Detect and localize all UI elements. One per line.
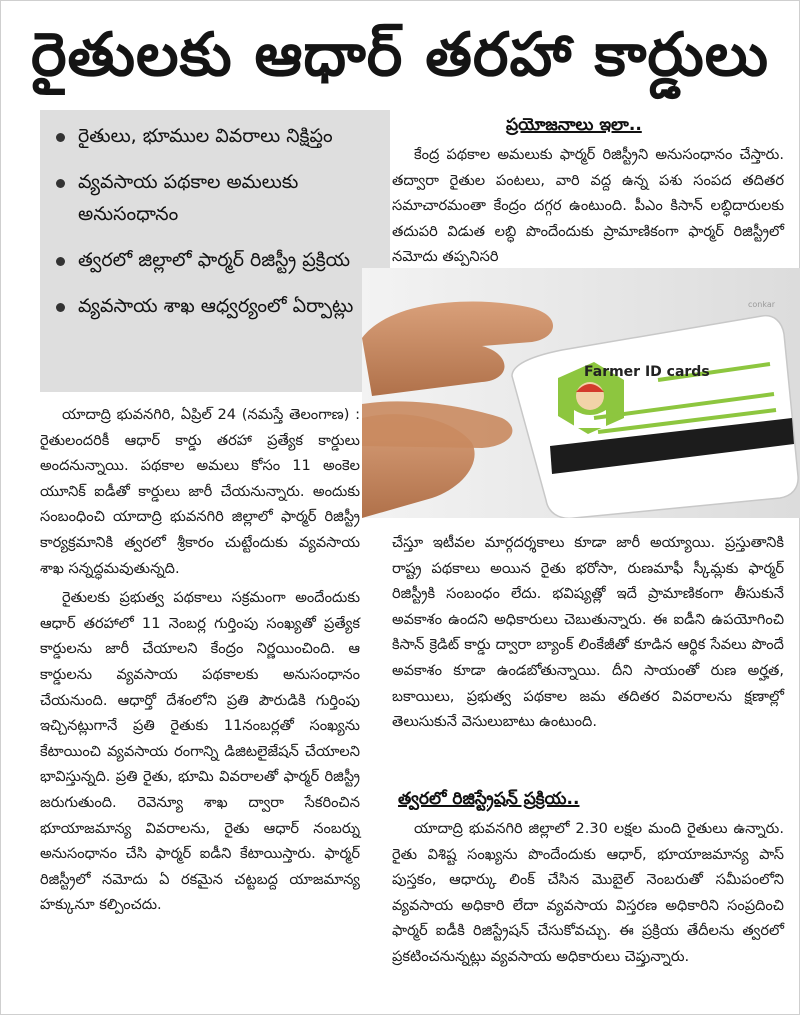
left-column: [40, 402, 360, 922]
right-column-end: [392, 816, 784, 974]
bullet-dot-icon: [56, 257, 65, 266]
photo-credit: conkar: [748, 300, 776, 309]
right-column-top: [392, 142, 784, 274]
highlight-item: [52, 166, 378, 230]
highlight-text: వ్యవసాయ పథకాల అమలుకు అనుసంధానం: [78, 171, 299, 225]
article-paragraph: యాదాద్రి భువనగిరి జిల్లాలో 2.30 లక్షల మంది రైతులు ఉన్నారు. రైతు విశిష్ట సంఖ్యను పొందేందుకు ఆధార్, భూయాజమాన్య పాస్ పుస్తకం, ఆధార్కు లింక్ చేసిన మొబైల్ నెంబరుతో సమీపంలోని వ్యవసాయ అధికారి లేదా వ్యవసాయ విస్తరణ అధికారిని సంప్రదించి ఫార్మర్ ఐడీకి రిజిస్ట్రేషన్ చేసుకోవచ్చు. ఈ ప్రక్రియ తేదీలను త్వరలో ప్రకటించనున్నట్లు వ్యవసాయ అధికారులు చెప్తున్నారు.: [392, 820, 784, 965]
highlight-item: [52, 290, 378, 322]
highlight-text: త్వరలో జిల్లాలో ఫార్మర్ రిజిస్ట్రీ ప్రక్రియ: [78, 249, 351, 271]
highlight-text: వ్యవసాయ శాఖ ఆధ్వర్యంలో ఏర్పాట్లు: [78, 295, 354, 317]
subhead-benefits: ప్రయోజనాలు ఇలా..: [506, 115, 642, 135]
article-paragraph: రైతులకు ప్రభుత్వ పథకాలు సక్రమంగా అందేందుకు ఆధార్ తరహాలో 11 నెంబర్ల గుర్తింపు సంఖ్యతో ప్రత్యేక కార్డులను జారీ చేయాలని కేంద్రం నిర్ణయించింది. ఆ కార్డులను వ్యవసాయ పథకాలకు అనుసంధానం చేయనుంది. ఆధార్తో దేశంలోని ప్రతి పౌరుడికి గుర్తింపు ఇచ్చినట్లుగానే ప్రతి రైతుకు 11నంబర్లతో సంఖ్యను కేటాయించి వ్యవసాయ రంగాన్ని డిజిటలైజేషన్ చేయాలని భావిస్తున్నది. ప్రతి రైతు, భూమి వివరాలతో ఫార్మర్ రిజిస్ట్రీ జరుగుతుంది. రెవెన్యూ శాఖ ద్వారా సేకరించిన భూయాజమాన్య వివరాలను, రైతు ఆధార్ నంబర్ను అనుసంధానం చేసి ఫార్మర్ ఐడీని కేటాయిస్తారు. ఫార్మర్ రిజిస్ట్రీలో నమోదు ఏ రకమైన చట్టబద్ద యాజమాన్య హక్కునూ కల్పించదు.: [40, 589, 360, 914]
article-paragraph: కేంద్ర పథకాల అమలుకు ఫార్మర్ రిజిస్ట్రీని అనుసంధానం చేస్తారు. తద్వారా రైతుల పంటలు, వారి వద్ద ఉన్న పశు సంపద తదితర సమాచారమంతా కేంద్రం దగ్గర ఉంటుంది. పీఎం కిసాన్ లబ్ధిదారులకు తదుపరి విడుత లబ్ధి పొందేందుకు ప్రామాణికంగా ఫార్మర్ రిజిస్ట్రీలో నమోదు తప్పనిసరి: [392, 146, 784, 266]
card-label: Farmer ID cards: [584, 364, 710, 380]
right-column-bottom: [392, 530, 784, 739]
highlights-box: [40, 110, 390, 392]
bullet-dot-icon: [56, 179, 65, 188]
hand-holding-card-icon: [362, 268, 800, 518]
article-paragraph: యాదాద్రి భువనగిరి, ఏప్రిల్ 24 (నమస్తే తెలంగాణ) : రైతులందరికీ ఆధార్ కార్డు తరహా ప్రత్యేక కార్డులు అందనున్నాయి. పథకాల అమలు కోసం 11 అంకెల యూనిక్ ఐడీతో కార్డులు జారీ చేయనున్నారు. అందుకు సంబంధించి యాదాద్రి భువనగిరి జిల్లాలో ఫార్మర్ రిజిస్ట్రీ కార్యక్రమానికి త్వరలో శ్రీకారం చుట్టేందుకు వ్యవసాయ శాఖ సన్నద్ధమవుతున్నది.: [40, 406, 360, 577]
highlight-item: [52, 120, 378, 152]
headline: రైతులకు ఆధార్ తరహా కార్డులు: [30, 20, 770, 90]
bullet-dot-icon: [56, 303, 65, 312]
highlight-text: రైతులు, భూముల వివరాలు నిక్షిప్తం: [78, 125, 333, 147]
bullet-dot-icon: [56, 133, 65, 142]
subhead-registration: త్వరలో రిజిస్ట్రేషన్ ప్రక్రియ..: [398, 789, 580, 809]
highlight-item: [52, 244, 378, 276]
farmer-id-card-photo: [362, 268, 800, 518]
article-paragraph: చేస్తూ ఇటీవల మార్గదర్శకాలు కూడా జారీ అయ్యాయి. ప్రస్తుతానికి రాష్ట్ర పథకాలు అయిన రైతు భరోసా, రుణమాఫీ స్కీమ్లకు ఫార్మర్ రిజిస్ట్రీకి సంబంధం లేదు. భవిష్యత్లో ఇదే ప్రామాణికంగా తీసుకునే అవకాశం ఉందని అధికారులు చెబుతున్నారు. ఈ ఐడీని ఉపయోగించి కిసాన్ క్రెడిట్ కార్డు ద్వారా బ్యాంక్ లింకేజీతో కూడిన ఆర్థిక సేవలు పొందే అవకాశం కూడా ఉండబోతున్నాయి. దీని సాయంతో రుణ అర్హత, బకాయిలు, ప్రభుత్వ పథకాల జమ తదితర వివరాలను క్షణాల్లో తెలుసుకునే వెసులుబాటు ఉంటుంది.: [392, 534, 784, 731]
